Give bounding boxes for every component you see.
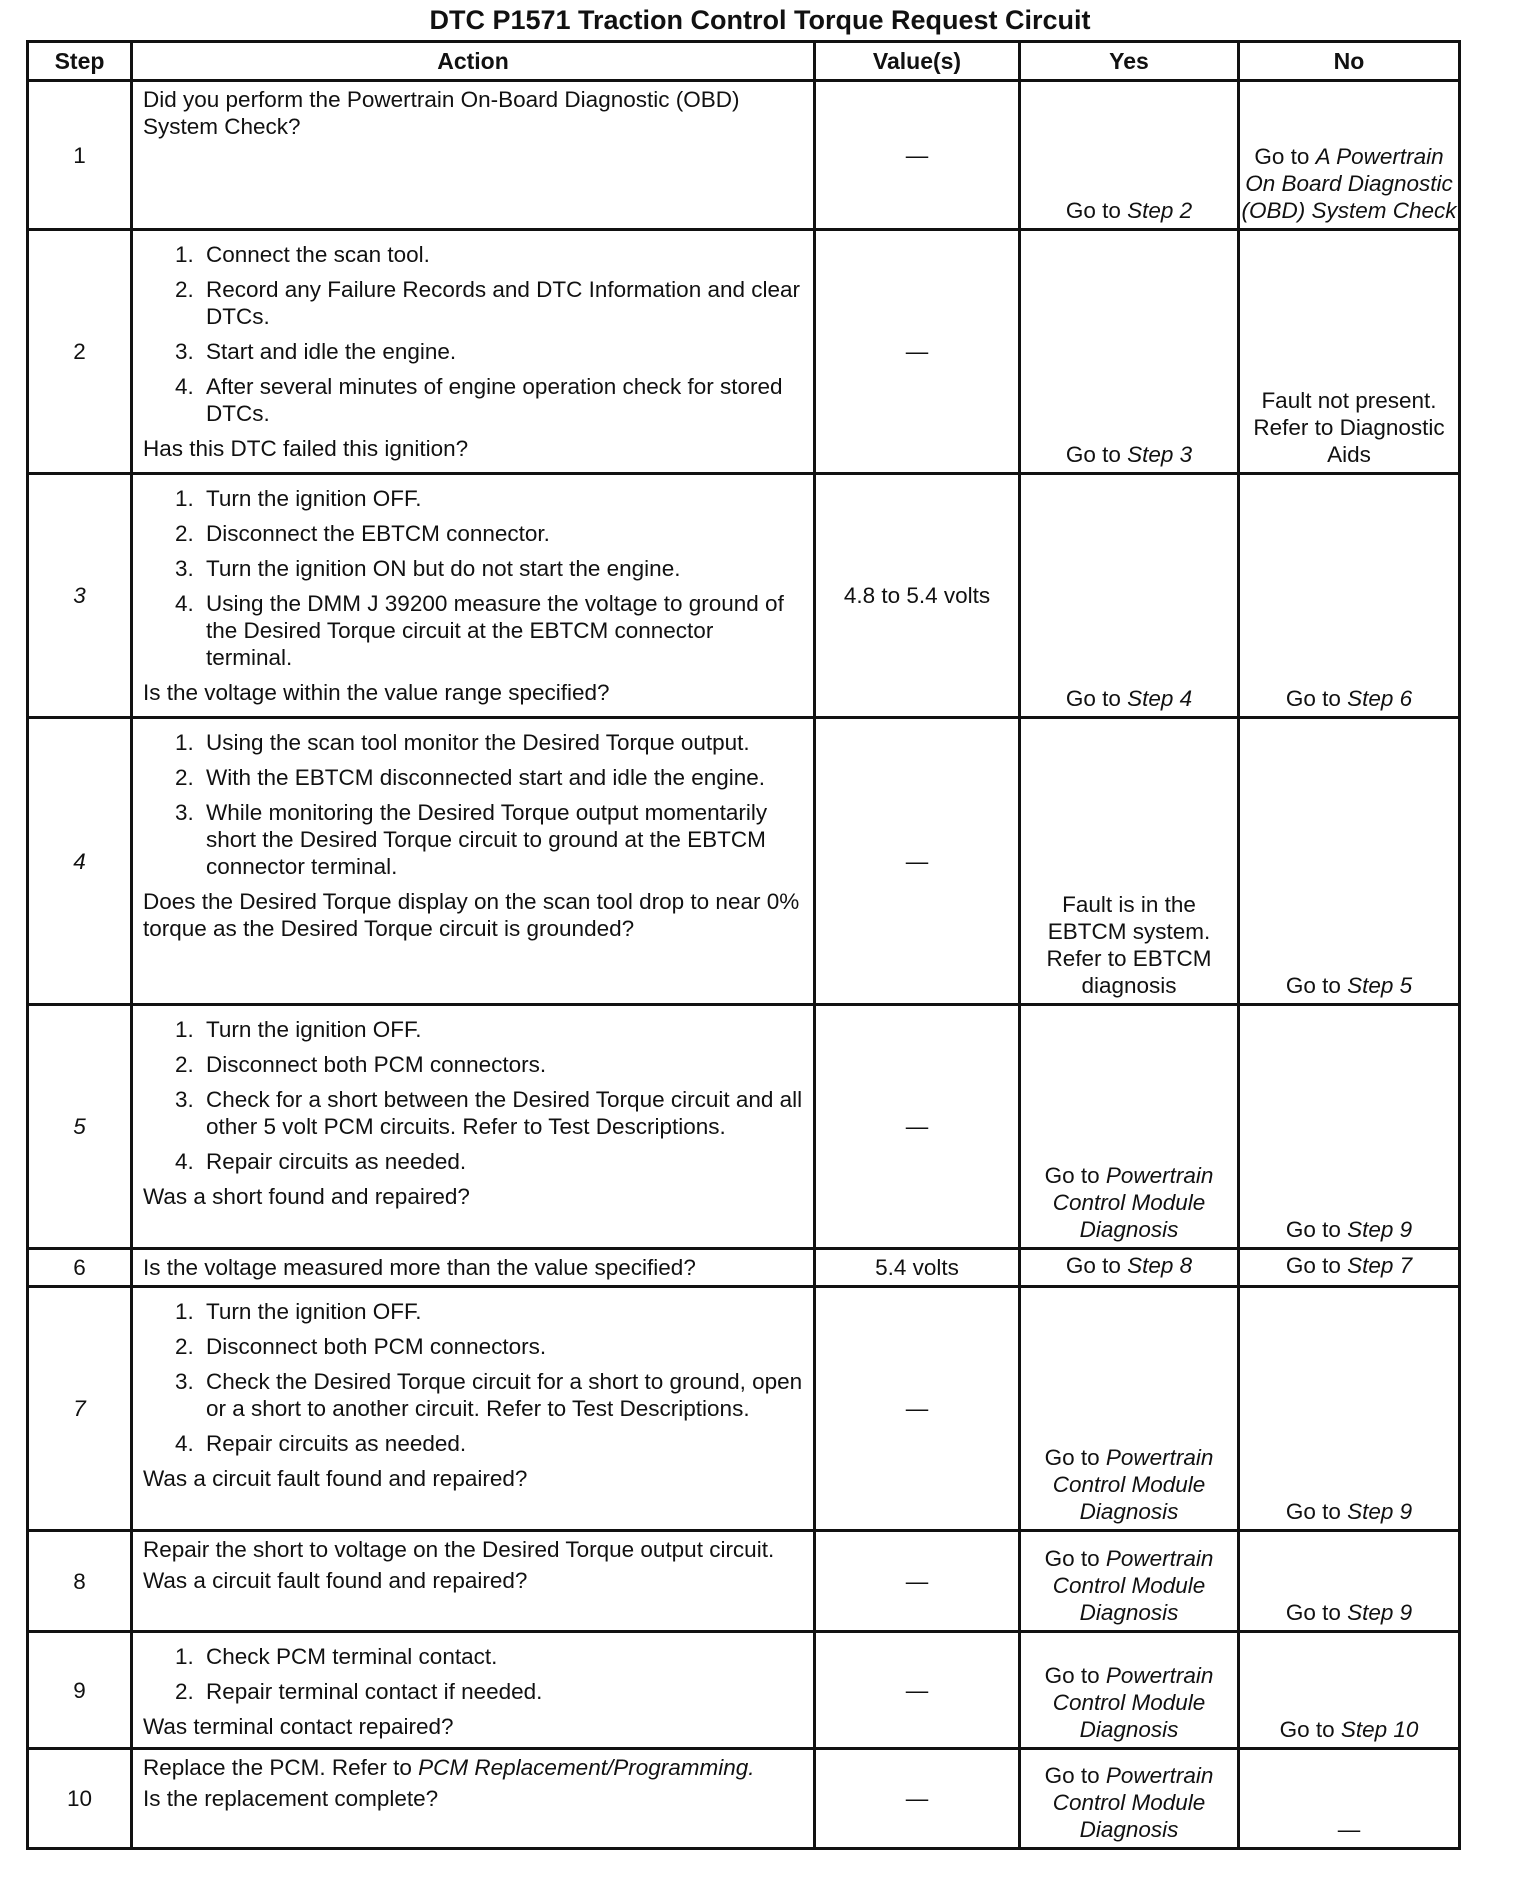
value-cell: —	[815, 1632, 1020, 1749]
yes-cell	[1020, 230, 1239, 474]
action-step: 4. After several minutes of engine operation check for stored DTCs.	[200, 373, 803, 427]
action-step: 1. Using the scan tool monitor the Desired Torque output.	[200, 729, 803, 756]
action-step: 3. Check for a short between the Desired Torque circuit and all other 5 volt PCM circuits. Refer to Test Descriptions.	[200, 1086, 803, 1140]
step-number: 6	[28, 1249, 132, 1287]
yes-cell	[1020, 718, 1239, 1005]
no-reference: Step 9	[1347, 1217, 1413, 1242]
step-number: 2	[28, 230, 132, 474]
value-cell: —	[815, 718, 1020, 1005]
yes-text: Go to	[1065, 1253, 1121, 1278]
action-question: Was terminal contact repaired?	[143, 1714, 454, 1739]
column-header-no: No	[1239, 42, 1460, 81]
action-cell	[132, 81, 815, 230]
action-step: 3. While monitoring the Desired Torque output momentarily short the Desired Torque circuit to ground at the EBTCM connector terminal.	[200, 799, 803, 880]
action-intro	[143, 86, 803, 140]
column-header-values: Value(s)	[815, 42, 1020, 81]
value-cell: —	[815, 230, 1020, 474]
yes-text: Fault is in the EBTCM system. Refer to EBTCM diagnosis	[1046, 892, 1212, 998]
no-cell	[1239, 718, 1460, 1005]
action-step: 1. Turn the ignition OFF.	[200, 1298, 803, 1325]
no-text: Go to	[1285, 973, 1341, 998]
table-row	[28, 1531, 1460, 1632]
action-step: 2. Disconnect the EBTCM connector.	[200, 520, 803, 547]
action-cell	[132, 474, 815, 718]
step-number: 1	[28, 81, 132, 230]
step-number: 10	[28, 1749, 132, 1849]
yes-cell	[1020, 1531, 1239, 1632]
action-intro-text: Replace the PCM. Refer to	[143, 1755, 412, 1780]
action-question: Was a circuit fault found and repaired?	[143, 1466, 528, 1491]
action-step: 3. Turn the ignition ON but do not start the engine.	[200, 555, 803, 582]
step-number: 5	[28, 1005, 132, 1249]
value-cell: —	[815, 81, 1020, 230]
action-step: 4. Using the DMM J 39200 measure the voltage to ground of the Desired Torque circuit at the EBTCM connector terminal.	[200, 590, 803, 671]
action-question: Has this DTC failed this ignition?	[143, 436, 469, 461]
yes-text: Go to	[1065, 198, 1121, 223]
action-step: 1. Turn the ignition OFF.	[200, 1016, 803, 1043]
action-question: Is the voltage within the value range specified?	[143, 680, 610, 705]
no-text: Go to	[1285, 686, 1341, 711]
value-cell: —	[815, 1287, 1020, 1531]
table-row	[28, 1287, 1460, 1531]
step-number: 3	[28, 474, 132, 718]
table-row	[28, 81, 1460, 230]
value-cell: 5.4 volts	[815, 1249, 1020, 1287]
yes-cell	[1020, 1749, 1239, 1849]
action-step: 4. Repair circuits as needed.	[200, 1430, 803, 1457]
no-cell	[1239, 1287, 1460, 1531]
step-number: 4	[28, 718, 132, 1005]
action-step: 1. Connect the scan tool.	[200, 241, 803, 268]
value-cell: —	[815, 1005, 1020, 1249]
action-question: Does the Desired Torque display on the scan tool drop to near 0% torque as the Desired Torque circuit is grounded?	[143, 889, 800, 941]
no-text: Go to	[1285, 1600, 1341, 1625]
diagnostic-table	[26, 40, 1461, 1850]
action-cell	[132, 1531, 815, 1632]
column-header-action: Action	[132, 42, 815, 81]
action-question: Was a circuit fault found and repaired?	[143, 1568, 528, 1593]
yes-reference: Step 8	[1127, 1253, 1193, 1278]
action-step: 1. Check PCM terminal contact.	[200, 1643, 803, 1670]
action-steps-list	[143, 1016, 803, 1175]
action-step: 2. Repair terminal contact if needed.	[200, 1678, 803, 1705]
no-cell	[1239, 1632, 1460, 1749]
yes-cell	[1020, 1632, 1239, 1749]
action-cell	[132, 1249, 815, 1287]
value-cell: —	[815, 1531, 1020, 1632]
yes-cell	[1020, 1005, 1239, 1249]
no-reference: Step 9	[1347, 1499, 1413, 1524]
no-cell	[1239, 1005, 1460, 1249]
column-header-step: Step	[28, 42, 132, 81]
no-text: Fault not present. Refer to Diagnostic Aids	[1253, 388, 1445, 467]
table-row	[28, 718, 1460, 1005]
yes-text: Go to	[1044, 1763, 1100, 1788]
action-intro	[143, 1754, 803, 1781]
no-cell	[1239, 1749, 1460, 1849]
step-number: 7	[28, 1287, 132, 1531]
yes-reference: Powertrain Control Module Diagnosis	[1052, 1445, 1214, 1524]
yes-reference: Powertrain Control Module Diagnosis	[1052, 1763, 1214, 1842]
no-text: —	[1337, 1817, 1361, 1842]
column-header-yes: Yes	[1020, 42, 1239, 81]
yes-cell	[1020, 474, 1239, 718]
action-question: Is the replacement complete?	[143, 1786, 439, 1811]
action-intro-text: Is the voltage measured more than the value specified?	[143, 1255, 696, 1280]
no-cell	[1239, 230, 1460, 474]
yes-text: Go to	[1065, 442, 1121, 467]
value-cell: —	[815, 1749, 1020, 1849]
yes-cell	[1020, 1249, 1239, 1287]
value-cell: 4.8 to 5.4 volts	[815, 474, 1020, 718]
action-steps-list	[143, 241, 803, 427]
no-reference: Step 10	[1340, 1717, 1419, 1742]
action-cell	[132, 718, 815, 1005]
table-row	[28, 1249, 1460, 1287]
action-step: 2. With the EBTCM disconnected start and idle the engine.	[200, 764, 803, 791]
yes-cell	[1020, 81, 1239, 230]
action-step: 3. Check the Desired Torque circuit for a short to ground, open or a short to another circuit. Refer to Test Descriptions.	[200, 1368, 803, 1422]
no-reference: A Powertrain On Board Diagnostic (OBD) System Check	[1241, 144, 1457, 223]
action-intro	[143, 1254, 803, 1281]
action-cell	[132, 1287, 815, 1531]
action-step: 2. Disconnect both PCM connectors.	[200, 1333, 803, 1360]
no-reference: Step 5	[1347, 973, 1413, 998]
action-steps-list	[143, 1643, 803, 1705]
yes-cell	[1020, 1287, 1239, 1531]
action-intro-text: Did you perform the Powertrain On-Board Diagnostic (OBD) System Check?	[143, 87, 740, 139]
page-title: DTC P1571 Traction Control Torque Request Circuit	[429, 5, 1091, 35]
action-steps-list	[143, 485, 803, 671]
no-text: Go to	[1285, 1217, 1341, 1242]
action-step: 3. Start and idle the engine.	[200, 338, 803, 365]
action-cell	[132, 1749, 815, 1849]
action-steps-list	[143, 729, 803, 880]
action-question: Was a short found and repaired?	[143, 1184, 470, 1209]
no-reference: Step 7	[1347, 1253, 1413, 1278]
yes-reference: Step 2	[1127, 198, 1193, 223]
no-text: Go to	[1285, 1253, 1341, 1278]
action-step: 4. Repair circuits as needed.	[200, 1148, 803, 1175]
table-row	[28, 1749, 1460, 1849]
table-header-row	[28, 42, 1460, 81]
step-number: 8	[28, 1531, 132, 1632]
table-row	[28, 230, 1460, 474]
yes-reference: Powertrain Control Module Diagnosis	[1052, 1546, 1214, 1625]
no-reference: Step 6	[1347, 686, 1413, 711]
yes-reference: Step 3	[1127, 442, 1193, 467]
yes-text: Go to	[1044, 1546, 1100, 1571]
action-intro	[143, 1536, 803, 1563]
action-step: 2. Record any Failure Records and DTC Information and clear DTCs.	[200, 276, 803, 330]
table-row	[28, 1632, 1460, 1749]
step-number: 9	[28, 1632, 132, 1749]
table-row	[28, 474, 1460, 718]
yes-reference: Step 4	[1127, 686, 1193, 711]
action-cell	[132, 1005, 815, 1249]
no-cell	[1239, 81, 1460, 230]
yes-text: Go to	[1044, 1663, 1100, 1688]
action-cell	[132, 1632, 815, 1749]
no-reference: Step 9	[1347, 1600, 1413, 1625]
no-text: Go to	[1285, 1499, 1341, 1524]
no-cell	[1239, 474, 1460, 718]
action-step: 1. Turn the ignition OFF.	[200, 485, 803, 512]
table-row	[28, 1005, 1460, 1249]
action-intro-text: Repair the short to voltage on the Desired Torque output circuit.	[143, 1537, 775, 1562]
no-text: Go to	[1279, 1717, 1335, 1742]
action-cell	[132, 230, 815, 474]
yes-reference: Powertrain Control Module Diagnosis	[1052, 1663, 1214, 1742]
no-text: Go to	[1254, 144, 1310, 169]
yes-text: Go to	[1044, 1445, 1100, 1470]
no-cell	[1239, 1531, 1460, 1632]
no-cell	[1239, 1249, 1460, 1287]
yes-text: Go to	[1044, 1163, 1100, 1188]
yes-text: Go to	[1065, 686, 1121, 711]
action-step: 2. Disconnect both PCM connectors.	[200, 1051, 803, 1078]
yes-reference: Powertrain Control Module Diagnosis	[1052, 1163, 1214, 1242]
action-intro-reference: PCM Replacement/Programming.	[418, 1755, 755, 1780]
action-steps-list	[143, 1298, 803, 1457]
